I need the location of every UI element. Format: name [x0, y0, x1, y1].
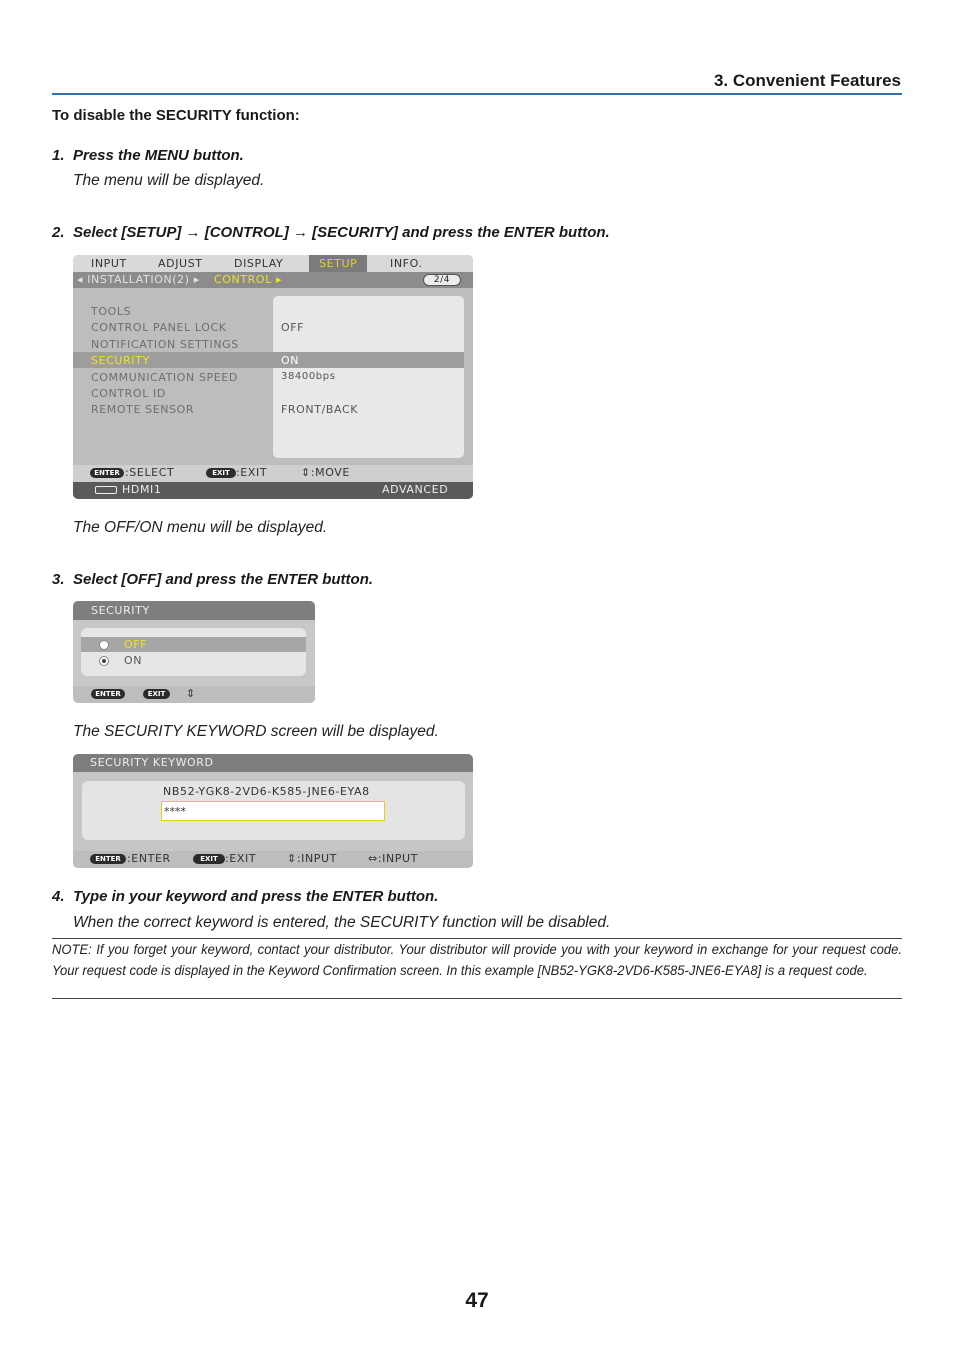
- tab-adjust[interactable]: ADJUST: [158, 257, 203, 270]
- menu-item-remote-sensor[interactable]: REMOTE SENSOR: [91, 403, 195, 416]
- menu-level: ADVANCED: [382, 483, 449, 496]
- menu-status-bar: [73, 482, 473, 499]
- dialog-title: SECURITY KEYWORD: [90, 756, 214, 769]
- menu-item-tools[interactable]: TOOLS: [91, 305, 132, 318]
- exit-hint: :EXIT: [225, 852, 257, 865]
- step-number: 1.: [52, 147, 65, 164]
- hdmi-icon: [95, 486, 117, 494]
- updown-input-hint: ⇕:INPUT: [287, 852, 337, 865]
- leftright-input-hint: ⇔:INPUT: [368, 852, 418, 865]
- enter-key-icon: ENTER: [91, 689, 125, 699]
- dialog-title: SECURITY: [91, 604, 150, 617]
- page-indicator: 2/4: [423, 274, 461, 286]
- menu-item-security[interactable]: SECURITY: [91, 354, 150, 367]
- exit-key-icon: EXIT: [143, 689, 170, 699]
- breadcrumb-installation: ◂ INSTALLATION(2) ▸: [77, 273, 200, 286]
- menu-key-guide: [73, 465, 473, 482]
- step-1-description: The menu will be displayed.: [73, 172, 265, 189]
- option-on[interactable]: ON: [124, 654, 143, 667]
- page-number: 47: [465, 1289, 489, 1312]
- dialog-key-guide: [73, 851, 473, 868]
- section-title: 3. Convenient Features: [713, 71, 901, 90]
- step-number: 3.: [52, 571, 65, 588]
- updown-arrow-icon: ⇕: [186, 687, 196, 700]
- subheading: To disable the SECURITY function:: [52, 107, 300, 124]
- note-text: NOTE: If you forget your keyword, contact your distributor. Your distributor will provide you with your keyword in exchange for your request code. Your request code is displayed in the Keyword Confirmation screen. In this example [NB52-YGK8-2VD6-K585-JNE6-EYA8] is a request code.: [52, 941, 903, 978]
- menu-item-control-id[interactable]: CONTROL ID: [91, 387, 166, 400]
- value-control-panel-lock: OFF: [281, 321, 305, 334]
- radio-on-icon[interactable]: [99, 656, 109, 666]
- step-4-description: When the correct keyword is entered, the SECURITY function will be disabled.: [73, 914, 611, 931]
- security-keyword-screenshot: [73, 754, 473, 868]
- enter-key-icon: ENTER: [90, 854, 126, 864]
- value-remote-sensor: FRONT/BACK: [281, 403, 359, 416]
- dialog-title-bar: [73, 754, 473, 772]
- tab-info[interactable]: INFO.: [390, 257, 423, 270]
- security-dialog-screenshot: [73, 601, 315, 703]
- menu-item-control-panel-lock[interactable]: CONTROL PANEL LOCK: [91, 321, 227, 334]
- select-hint: :SELECT: [125, 466, 175, 479]
- menu-item-communication-speed[interactable]: COMMUNICATION SPEED: [91, 371, 238, 384]
- note-rule-bottom: [52, 998, 902, 999]
- value-communication-speed: 38400bps: [281, 371, 336, 382]
- menu-item-notification-settings[interactable]: NOTIFICATION SETTINGS: [91, 338, 239, 351]
- exit-key-icon: EXIT: [193, 854, 225, 864]
- step-text: Press the MENU button.: [73, 147, 244, 164]
- move-hint: ⇕:MOVE: [301, 466, 350, 479]
- option-off[interactable]: OFF: [124, 638, 148, 651]
- tab-input[interactable]: INPUT: [91, 257, 127, 270]
- dialog-key-guide: [73, 686, 315, 703]
- dialog-options: [81, 628, 306, 676]
- step-text: Select [OFF] and press the ENTER button.: [73, 571, 374, 588]
- keyword-input[interactable]: ****: [161, 801, 385, 821]
- menu-footer: [73, 465, 473, 499]
- exit-key-icon: EXIT: [206, 468, 236, 478]
- setup-menu-screenshot: [73, 255, 473, 499]
- request-code: NB52-YGK8-2VD6-K585-JNE6-EYA8: [163, 785, 370, 798]
- dialog-title-bar: [73, 601, 315, 620]
- step-text: Select [SETUP] → [CONTROL] → [SECURITY] and press the ENTER button.: [73, 224, 610, 241]
- step-1: [52, 147, 244, 164]
- step-3: [52, 571, 373, 588]
- value-security: ON: [281, 354, 300, 367]
- step-2-description: The OFF/ON menu will be displayed.: [73, 519, 328, 536]
- selected-option-highlight: [81, 637, 306, 652]
- step-number: 2.: [52, 224, 65, 241]
- keyword-panel: [82, 781, 465, 840]
- step-number: 4.: [52, 888, 65, 905]
- radio-off-icon[interactable]: [99, 640, 109, 650]
- step-text: Type in your keyword and press the ENTER button.: [73, 888, 439, 905]
- menu-tab-bar: [73, 255, 473, 272]
- step-3-description: The SECURITY KEYWORD screen will be displayed.: [73, 723, 439, 740]
- header-rule: [52, 93, 902, 95]
- tab-setup[interactable]: SETUP: [309, 255, 367, 272]
- exit-hint: :EXIT: [236, 466, 268, 479]
- step-2: [52, 224, 610, 241]
- menu-breadcrumb: [73, 272, 473, 288]
- enter-hint: :ENTER: [127, 852, 171, 865]
- input-source: HDMI1: [122, 483, 162, 496]
- breadcrumb-control: CONTROL ▸: [214, 273, 283, 286]
- enter-key-icon: ENTER: [90, 468, 124, 478]
- step-4: [52, 888, 438, 905]
- tab-display[interactable]: DISPLAY: [234, 257, 284, 270]
